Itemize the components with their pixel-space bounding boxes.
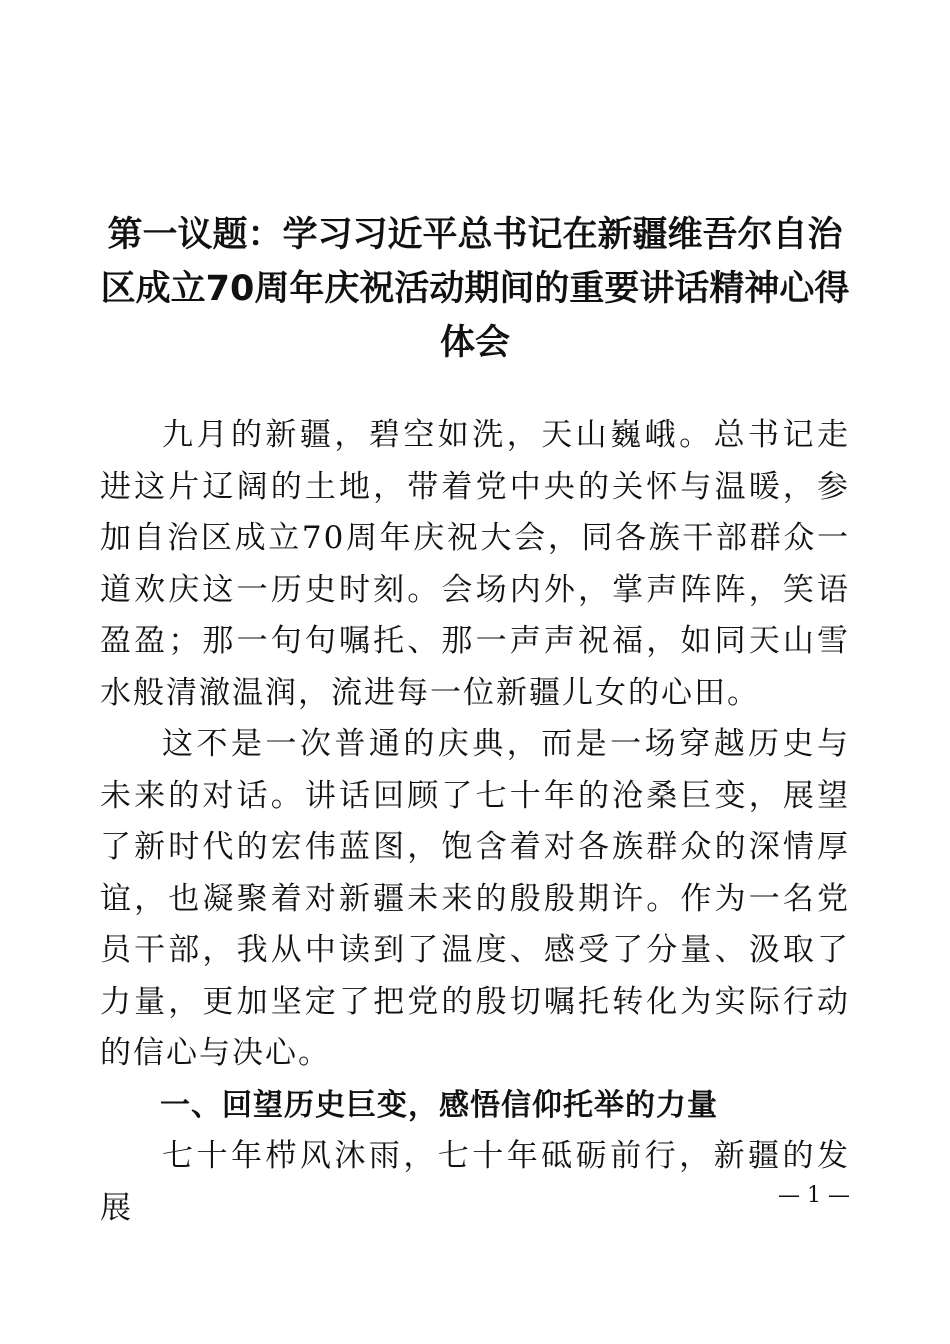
- document-body: [100, 410, 850, 1234]
- paragraph-1: 九月的新疆，碧空如洗，天山巍峨。总书记走进这片辽阔的土地，带着党中央的关怀与温暖，参加自治区成立70周年庆祝大会，同各族干部群众一道欢庆这一历史时刻。会场内外，掌声阵阵，笑语盈盈；那一句句嘱托、那一声声祝福，如同天山雪水般清澈温润，流进每一位新疆儿女的心田。: [100, 417, 850, 711]
- section-paragraph: 七十年栉风沐雨，七十年砥砺前行，新疆的发展: [100, 1138, 850, 1226]
- page-number: — 1 —: [778, 1183, 850, 1208]
- section-heading: 一、回望历史巨变，感悟信仰托举的力量: [160, 1087, 718, 1123]
- paragraph-2: 这不是一次普通的庆典，而是一场穿越历史与未来的对话。讲话回顾了七十年的沧桑巨变，展望了新时代的宏伟蓝图，饱含着对各族群众的深情厚谊，也凝聚着对新疆未来的殷殷期许。作为一名党员干部，我从中读到了温度、感受了分量、汲取了力量，更加坚定了把党的殷切嘱托转化为实际行动的信心与决心。: [100, 726, 850, 1071]
- document-title: 第一议题：学习习近平总书记在新疆维吾尔自治区成立70周年庆祝活动期间的重要讲话精神心得体会: [100, 215, 850, 363]
